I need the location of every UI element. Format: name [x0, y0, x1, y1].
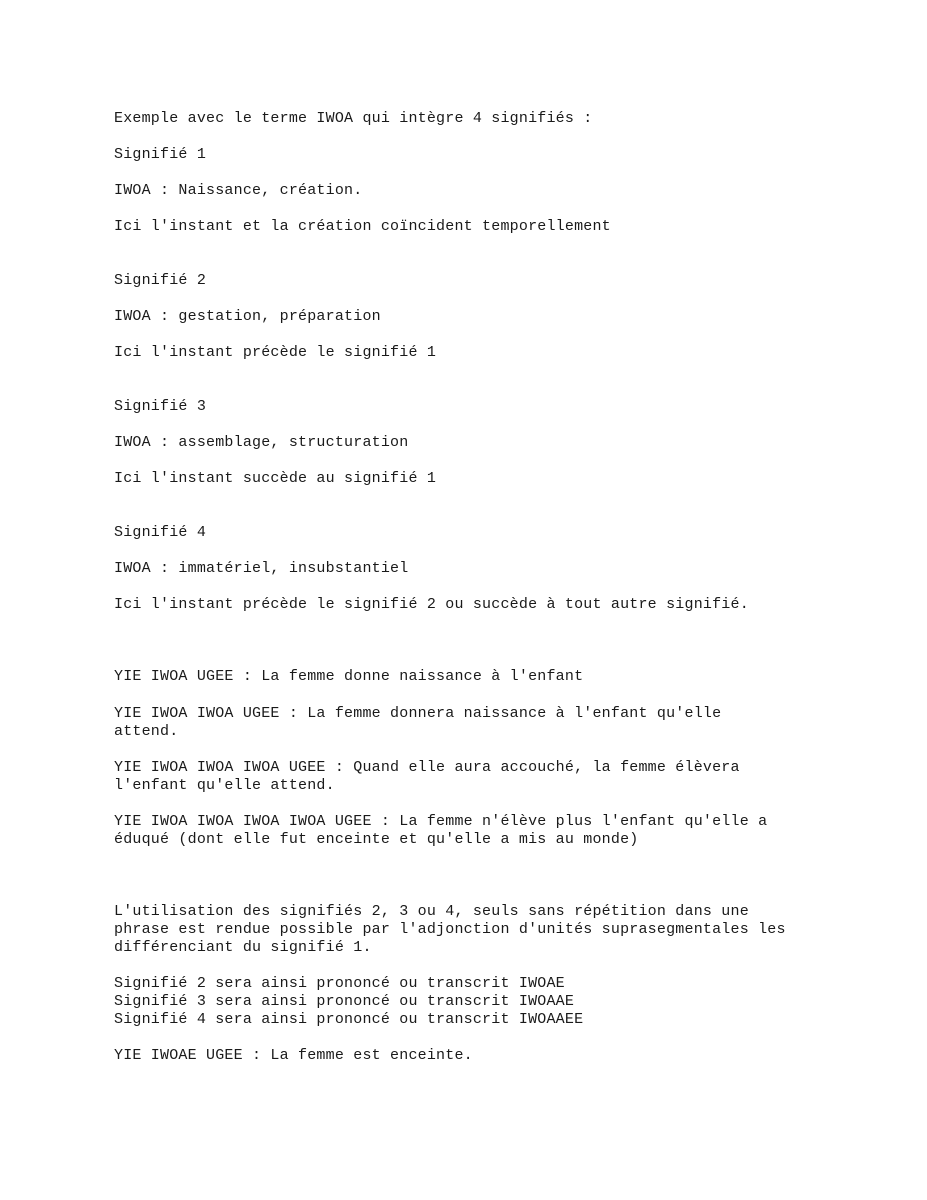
final-example-line: YIE IWOAE UGEE : La femme est enceinte.	[114, 1047, 473, 1064]
transcription-line-1: Signifié 2 sera ainsi prononcé ou transcrit IWOAE	[114, 975, 565, 992]
intro-line: Exemple avec le terme IWOA qui intègre 4 signifiés :	[114, 110, 593, 127]
meaning-3-title: Signifié 3	[114, 398, 207, 415]
meaning-4-title: Signifié 4	[114, 524, 207, 541]
usage-paragraph-line-1: L'utilisation des signifiés 2, 3 ou 4, seuls sans répétition dans une	[114, 903, 749, 920]
example-3-line-1: YIE IWOA IWOA IWOA UGEE : Quand elle aura accouché, la femme élèvera	[114, 759, 740, 776]
meaning-2-note: Ici l'instant précède le signifié 1	[114, 344, 437, 361]
usage-paragraph-line-2: phrase est rendue possible par l'adjonction d'unités suprasegmentales les	[114, 921, 786, 938]
meaning-4-note: Ici l'instant précède le signifié 2 ou succède à tout autre signifié.	[114, 596, 749, 613]
meaning-1-note: Ici l'instant et la création coïncident temporellement	[114, 218, 611, 235]
meaning-1-definition: IWOA : Naissance, création.	[114, 182, 363, 199]
usage-paragraph-line-3: différenciant du signifié 1.	[114, 939, 372, 956]
example-3-line-2: l'enfant qu'elle attend.	[114, 777, 335, 794]
example-2-line-1: YIE IWOA IWOA UGEE : La femme donnera naissance à l'enfant qu'elle	[114, 705, 722, 722]
meaning-2-definition: IWOA : gestation, préparation	[114, 308, 381, 325]
meaning-4-definition: IWOA : immatériel, insubstantiel	[114, 560, 409, 577]
meaning-3-note: Ici l'instant succède au signifié 1	[114, 470, 437, 487]
example-2-line-2: attend.	[114, 723, 179, 740]
transcription-line-3: Signifié 4 sera ainsi prononcé ou transcrit IWOAAEE	[114, 1011, 584, 1028]
example-1-line-1: YIE IWOA UGEE : La femme donne naissance à l'enfant	[114, 668, 584, 685]
example-4-line-2: éduqué (dont elle fut enceinte et qu'elle a mis au monde)	[114, 831, 639, 848]
meaning-2-title: Signifié 2	[114, 272, 207, 289]
meaning-3-definition: IWOA : assemblage, structuration	[114, 434, 409, 451]
example-4-line-1: YIE IWOA IWOA IWOA IWOA UGEE : La femme n'élève plus l'enfant qu'elle a	[114, 813, 768, 830]
meaning-1-title: Signifié 1	[114, 146, 207, 163]
transcription-line-2: Signifié 3 sera ainsi prononcé ou transcrit IWOAAE	[114, 993, 575, 1010]
